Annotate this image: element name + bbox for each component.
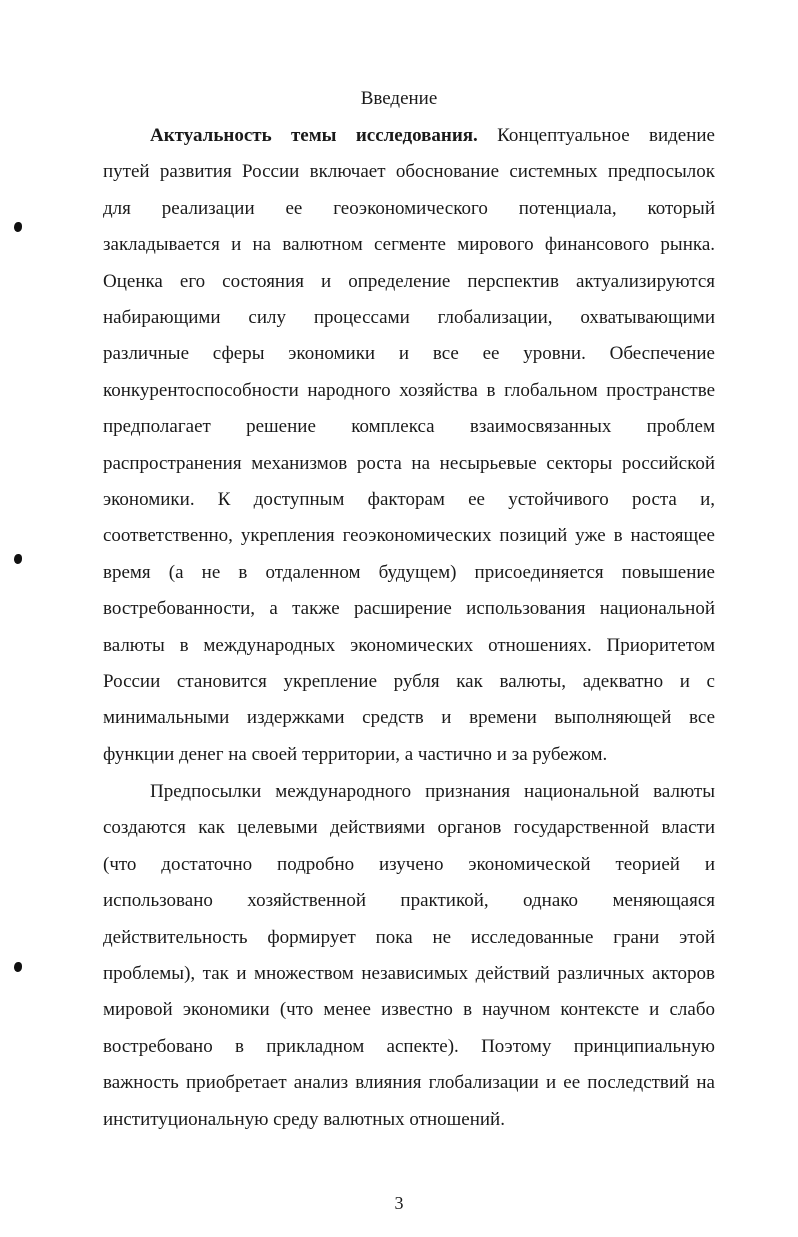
text-line: для реализации ее геоэкономического потенциала, который xyxy=(103,197,715,219)
text-line: распространения механизмов роста на несырьевые секторы российской xyxy=(103,452,715,474)
scan-artifact-mark xyxy=(14,962,22,972)
text-line: Предпосылки международного признания национальной валюты xyxy=(150,781,715,802)
text-line: набирающими силу процессами глобализации, охватывающими xyxy=(103,307,715,328)
text-line: институциональную среду валютных отношений. xyxy=(103,1108,505,1130)
text-line: закладывается и на валютном сегменте мирового финансового рынка. xyxy=(103,234,715,256)
text-line: Оценка его состояния и определение перспектив актуализируются xyxy=(103,270,715,292)
text-line: использовано хозяйственной практикой, однако меняющаяся xyxy=(103,890,715,912)
text-line: путей развития России включает обоснование системных предпосылок xyxy=(103,161,715,183)
page-number: 3 xyxy=(394,1193,404,1213)
text-line: востребовано в прикладном аспекте). Поэтому принципиальную xyxy=(103,1035,715,1057)
section-heading: Введение xyxy=(360,88,438,109)
text-line: важность приобретает анализ влияния глобализации и ее последствий на xyxy=(103,1072,715,1094)
text-line: минимальными издержками средств и времени выполняющей все xyxy=(103,707,715,729)
text-line: функции денег на своей территории, а частично и за рубежом. xyxy=(103,743,608,765)
text-line: соответственно, укрепления геоэкономических позиций уже в настоящее xyxy=(103,525,715,547)
lead-bold-phrase: Актуальность темы исследования. xyxy=(150,125,478,146)
text-line: предполагает решение комплекса взаимосвязанных проблем xyxy=(103,416,715,438)
text-line xyxy=(150,124,715,148)
text-line: России становится укрепление рубля как валюты, адекватно и с xyxy=(103,671,715,692)
text-line: валюты в международных экономических отношениях. Приоритетом xyxy=(103,634,715,656)
text-line: проблемы), так и множеством независимых действий различных акторов xyxy=(103,963,715,984)
text-line: экономики. К доступным факторам ее устойчивого роста и, xyxy=(103,489,715,510)
text-line: (что достаточно подробно изучено экономической теорией и xyxy=(103,853,715,875)
text-line: конкурентоспособности народного хозяйства в глобальном пространстве xyxy=(103,379,715,401)
text-span: Концептуальное видение xyxy=(477,125,715,146)
text-line: время (а не в отдаленном будущем) присоединяется повышение xyxy=(103,561,715,583)
text-line: действительность формирует пока не исследованные грани этой xyxy=(103,926,715,948)
text-line: мировой экономики (что менее известно в научном контексте и слабо xyxy=(103,999,715,1021)
text-line: различные сферы экономики и все ее уровни. Обеспечение xyxy=(103,343,715,365)
text-line: создаются как целевыми действиями органов государственной власти xyxy=(103,817,715,839)
text-line: востребованности, а также расширение использования национальной xyxy=(103,598,715,620)
scan-artifact-mark xyxy=(14,222,22,232)
scan-artifact-mark xyxy=(14,554,22,564)
